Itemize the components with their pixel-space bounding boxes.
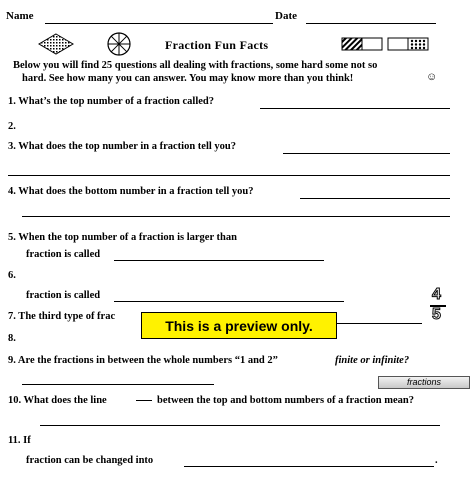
fraction-denominator: 5 xyxy=(432,306,441,323)
fraction-line-symbol xyxy=(136,400,152,401)
answer-blank-1[interactable] xyxy=(260,108,450,109)
question-11-period: . xyxy=(435,455,438,466)
answer-blank-10[interactable] xyxy=(40,425,440,426)
fractions-button[interactable]: fractions xyxy=(378,376,470,389)
diamond-grid-icon xyxy=(38,33,74,55)
pie-circle-icon xyxy=(106,31,132,57)
question-11-changed-into: fraction can be changed into xyxy=(26,455,154,466)
answer-blank-5[interactable] xyxy=(114,260,324,261)
smiley-icon: ☺ xyxy=(426,71,438,83)
question-8: 8. xyxy=(8,333,16,344)
question-5-fraction-called: fraction is called xyxy=(26,249,101,260)
question-4: 4. What does the bottom number in a fraction tell you? xyxy=(8,186,254,197)
question-3: 3. What does the top number in a fraction tell you? xyxy=(8,141,236,152)
question-6: 6. xyxy=(8,270,16,281)
name-blank[interactable] xyxy=(45,23,273,24)
page-title: Fraction Fun Facts xyxy=(165,38,269,52)
question-2: 2. xyxy=(8,121,16,132)
question-10: 10. What does the line xyxy=(8,395,107,406)
answer-blank-4b[interactable] xyxy=(22,216,450,217)
question-7: 7. The third type of frac xyxy=(8,311,116,322)
fraction-numerator: 4 xyxy=(432,286,441,303)
preview-banner: This is a preview only. xyxy=(141,312,337,339)
question-9-options: finite or infinite? xyxy=(335,355,410,366)
question-6-fraction-called: fraction is called xyxy=(26,290,101,301)
question-1: 1. What’s the top number of a fraction called? xyxy=(8,96,215,107)
question-9: 9. Are the fractions in between the whole numbers “1 and 2” xyxy=(8,355,278,366)
question-10-rest: between the top and bottom numbers of a fraction mean? xyxy=(157,395,414,406)
answer-blank-4[interactable] xyxy=(300,198,450,199)
answer-blank-3[interactable] xyxy=(283,153,450,154)
date-blank[interactable] xyxy=(306,23,436,24)
intro-line-2: hard. See how many you can answer. You may know more than you think! xyxy=(22,73,354,84)
question-11: 11. If xyxy=(8,435,31,446)
intro-line-1: Below you will find 25 questions all dealing with fractions, some hard some not so xyxy=(13,60,378,71)
answer-blank-9[interactable] xyxy=(22,384,214,385)
fraction-bars-icon xyxy=(341,36,431,52)
date-label: Date xyxy=(275,10,297,22)
answer-blank-6[interactable] xyxy=(114,301,344,302)
name-label: Name xyxy=(6,10,34,22)
answer-blank-11[interactable] xyxy=(184,466,434,467)
answer-blank-7[interactable] xyxy=(337,323,422,324)
question-5: 5. When the top number of a fraction is larger than xyxy=(8,232,237,243)
answer-blank-3b[interactable] xyxy=(8,175,450,176)
